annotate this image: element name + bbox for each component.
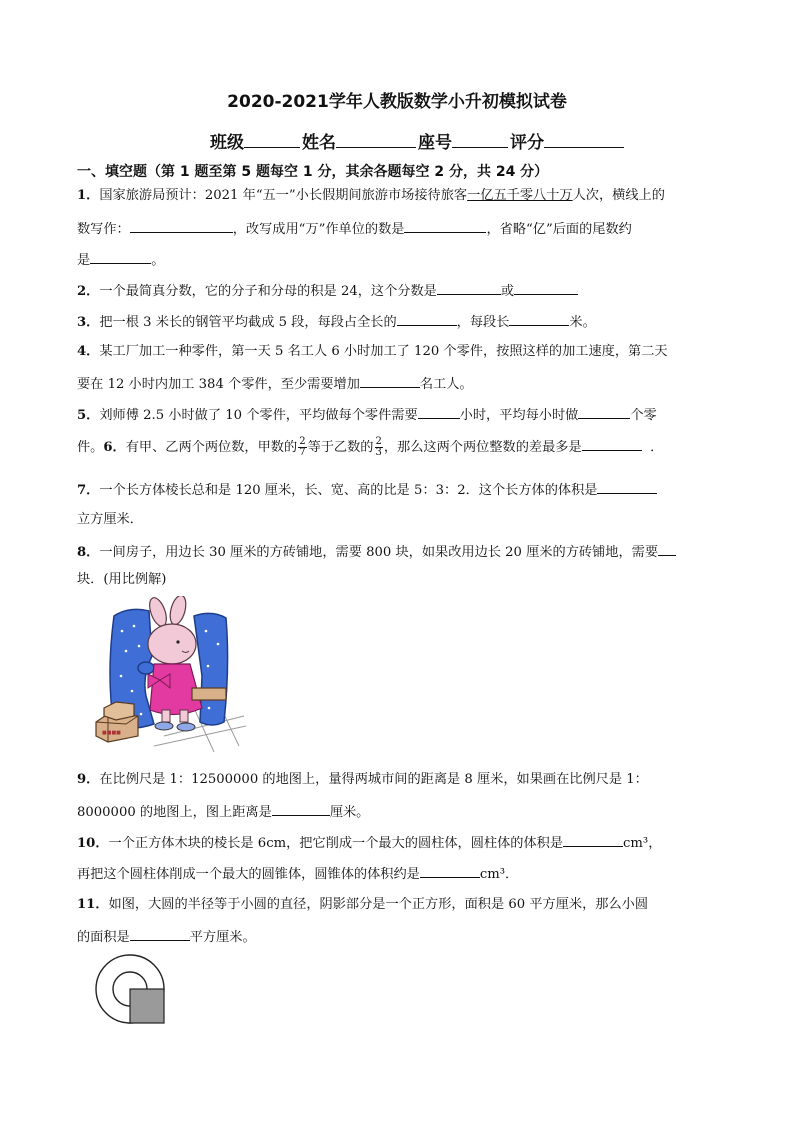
q11-line1 [77,896,648,914]
q4-text-a: 某工厂加工一种零件，第一天 5 名工人 6 小时加工了 120 个零件，按照这样的加工速度，第二天 [99,344,668,359]
fraction-numerator: 2 [299,436,306,447]
q1-number: 1． [77,188,100,203]
fraction-numerator: 2 [375,436,382,447]
q1-blank-1[interactable] [130,219,233,233]
q1-text-a: 国家旅游局预计：2021 年“五一”小长假期间旅游市场接待旅客 [99,188,468,203]
q7-line1 [77,480,657,500]
q11-text-a: 如图，大圆的半径等于小圆的直径，阴影部分是一个正方形，面积是 60 平方厘米，那么小圆 [108,897,649,912]
q3-text-a: 把一根 3 米长的钢管平均截成 5 段，每段占全长的 [99,315,397,330]
q11-number: 11． [77,897,109,912]
q11-blank[interactable] [130,927,190,941]
q6-fraction-1 [298,437,306,458]
q10-line2 [77,864,518,884]
q10-blank-1[interactable] [563,833,623,847]
q11-line2 [77,927,256,947]
q9-number: 9． [77,772,100,787]
q7-number: 7． [77,483,100,498]
q10-number: 10． [77,836,109,851]
q9-blank[interactable] [272,802,330,816]
svg-text:■■■■: ■■■■ [102,730,121,736]
q3-blank-2[interactable] [509,312,569,326]
q1-text-b: 人次，横线上的 [572,188,665,203]
class-label: 班级 [210,133,244,153]
q8-text-a: 一间房子，用边长 30 厘米的方砖铺地，需要 800 块，如果改用边长 20 厘米的方砖铺地，需要 [99,545,659,560]
q3-text-c: 米。 [569,315,596,330]
circles-square-figure [92,951,168,1027]
score-label: 评分 [510,133,544,153]
q5-blank-2[interactable] [578,405,630,419]
q11-text-c: 平方厘米。 [189,930,256,945]
q8-blank[interactable] [658,542,676,556]
fraction-denominator: 3 [375,447,382,458]
q1-blank-3[interactable] [90,250,151,264]
q4-line1 [77,343,668,361]
q6-number: 6． [103,440,126,455]
q10-text-a: 一个正方体木块的棱长是 6cm，把它削成一个最大的圆柱体，圆柱体的体积是 [108,836,564,851]
q1-text-g: 。 [151,253,165,268]
q3-blank-1[interactable] [397,312,457,326]
q6-text-c: ，那么这两个两位整数的差最多是 [383,440,582,455]
q1-line3 [77,250,164,270]
q2-blank-2[interactable] [514,281,578,295]
class-blank[interactable] [244,131,300,148]
q6-line [77,437,663,458]
q7-blank[interactable] [597,480,657,494]
q4-line2 [77,374,473,394]
q7-text-b: 立方厘米． [77,512,143,527]
q5-text-b: 小时，平均每小时做 [459,408,579,423]
q1-text-e: ，省略“亿”后面的尾数约 [486,222,632,237]
q8-number: 8． [77,545,100,560]
q2-text-b: 或 [500,284,515,299]
q6-fraction-2 [375,437,383,458]
rabbit-mover-illustration [94,596,246,752]
q8-line1 [77,542,676,562]
q1-text-d: ，改写成用“万”作单位的数是 [232,222,405,237]
student-info-row [210,128,626,153]
q9-line1 [77,771,648,789]
q2-text-a: 一个最简真分数，它的分子和分母的积是 24，这个分数是 [99,284,437,299]
seat-label: 座号 [418,133,452,153]
q3-text-b: ，每段长 [456,315,510,330]
q11-text-b: 的面积是 [77,930,130,945]
q5-text-d: 件。 [77,440,104,455]
q9-text-a: 在比例尺是 1：12500000 的地图上，量得两城市间的距离是 8 厘米，如果画在比例尺是 1： [99,772,648,787]
q7-line2 [77,511,143,529]
q5-number: 5． [77,408,100,423]
q8-line2 [77,571,166,589]
q10-blank-2[interactable] [420,864,480,878]
q6-text-b: 等于乙数的 [307,440,374,455]
q1-text-c: 数写作： [77,222,130,237]
q5-line1 [77,405,657,425]
q10-text-b: cm³， [623,836,662,851]
q1-line2 [77,219,632,239]
q7-text-a: 一个长方体棱长总和是 120 厘米，长、宽、高的比是 5：3：2．这个长方体的体积是 [99,483,598,498]
q2-number: 2． [77,284,100,299]
q10-text-c: 再把这个圆柱体削成一个最大的圆锥体，圆锥体的体积约是 [77,867,420,882]
name-blank[interactable] [336,131,416,148]
q6-text-a: 有甲、乙两个两位数，甲数的 [125,440,298,455]
seat-blank[interactable] [452,131,508,148]
q10-text-d: cm³． [479,867,519,882]
name-label: 姓名 [302,133,336,153]
q4-text-c: 名工人。 [419,377,473,392]
q2-line [77,281,578,301]
score-blank[interactable] [544,131,624,148]
shaded-square [130,989,164,1023]
q3-number: 3． [77,315,100,330]
q4-text-b: 要在 12 小时内加工 384 个零件，至少需要增加 [77,377,360,392]
q10-line1 [77,833,661,853]
q9-line2 [77,802,369,822]
q6-blank[interactable] [582,437,642,451]
q1-line1 [77,187,665,205]
q9-text-b: 8000000 的地图上，图上距离是 [77,805,272,820]
q3-line [77,312,596,332]
page-title: 2020-2021学年人教版数学小升初模拟试卷 [227,92,567,112]
q6-text-d: ． [650,440,664,455]
q5-text-a: 刘师傅 2.5 小时做了 10 个零件，平均做每个零件需要 [99,408,418,423]
q2-blank-1[interactable] [437,281,501,295]
section-heading: 一、填空题（第 1 题至第 5 题每空 1 分，其余各题每空 2 分，共 24 分） [77,164,549,180]
q5-text-c: 个零 [630,408,657,423]
q8-text-b: 块．(用比例解) [77,572,167,587]
q1-blank-2[interactable] [404,219,486,233]
q5-blank-1[interactable] [418,405,460,419]
q1-text-f: 是 [77,253,91,268]
q1-underlined-number: 一亿五千零八十万 [467,188,573,203]
q9-text-c: 厘米。 [329,805,370,820]
fraction-denominator: 7 [299,447,306,458]
q4-number: 4． [77,344,100,359]
q4-blank[interactable] [360,374,420,388]
